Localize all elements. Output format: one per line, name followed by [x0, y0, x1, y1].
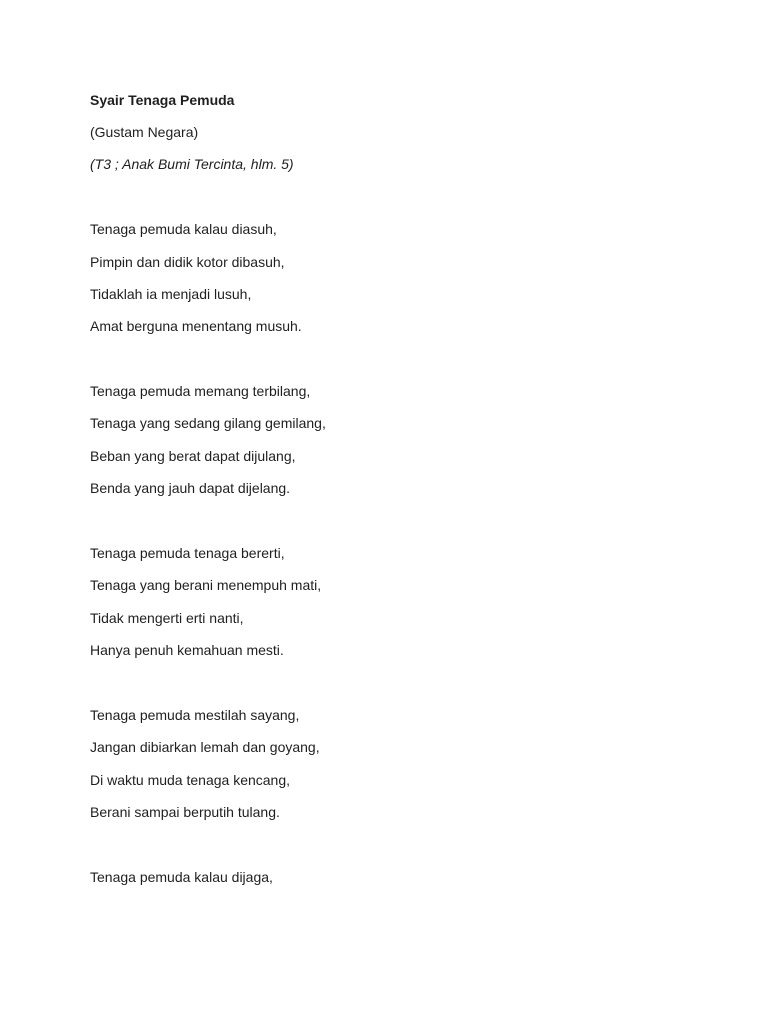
poem-title: Syair Tenaga Pemuda [90, 92, 235, 108]
stanza-3-line-4: Hanya penuh kemahuan mesti. [90, 642, 284, 658]
stanza-4-line-3: Di waktu muda tenaga kencang, [90, 772, 291, 788]
stanza-2-line-3: Beban yang berat dapat dijulang, [90, 448, 296, 464]
stanza-3-line-2: Tenaga yang berani menempuh mati, [90, 577, 322, 593]
stanza-1-line-3: Tidaklah ia menjadi lusuh, [90, 286, 252, 302]
stanza-2-line-1: Tenaga pemuda memang terbilang, [90, 383, 311, 399]
stanza-1-line-2: Pimpin dan didik kotor dibasuh, [90, 254, 285, 270]
stanza-1-line-4: Amat berguna menentang musuh. [90, 318, 302, 334]
poem-author: (Gustam Negara) [90, 124, 199, 140]
stanza-4-line-2: Jangan dibiarkan lemah dan goyang, [90, 739, 320, 755]
stanza-2-line-4: Benda yang jauh dapat dijelang. [90, 480, 291, 496]
stanza-1-line-1: Tenaga pemuda kalau diasuh, [90, 221, 277, 237]
stanza-5-line-1: Tenaga pemuda kalau dijaga, [90, 869, 273, 885]
stanza-4-line-4: Berani sampai berputih tulang. [90, 804, 280, 820]
stanza-4-line-1: Tenaga pemuda mestilah sayang, [90, 707, 300, 723]
stanza-3-line-3: Tidak mengerti erti nanti, [90, 610, 244, 626]
poem-source: (T3 ; Anak Bumi Tercinta, hlm. 5) [90, 156, 294, 172]
stanza-3-line-1: Tenaga pemuda tenaga bererti, [90, 545, 285, 561]
stanza-2-line-2: Tenaga yang sedang gilang gemilang, [90, 415, 326, 431]
